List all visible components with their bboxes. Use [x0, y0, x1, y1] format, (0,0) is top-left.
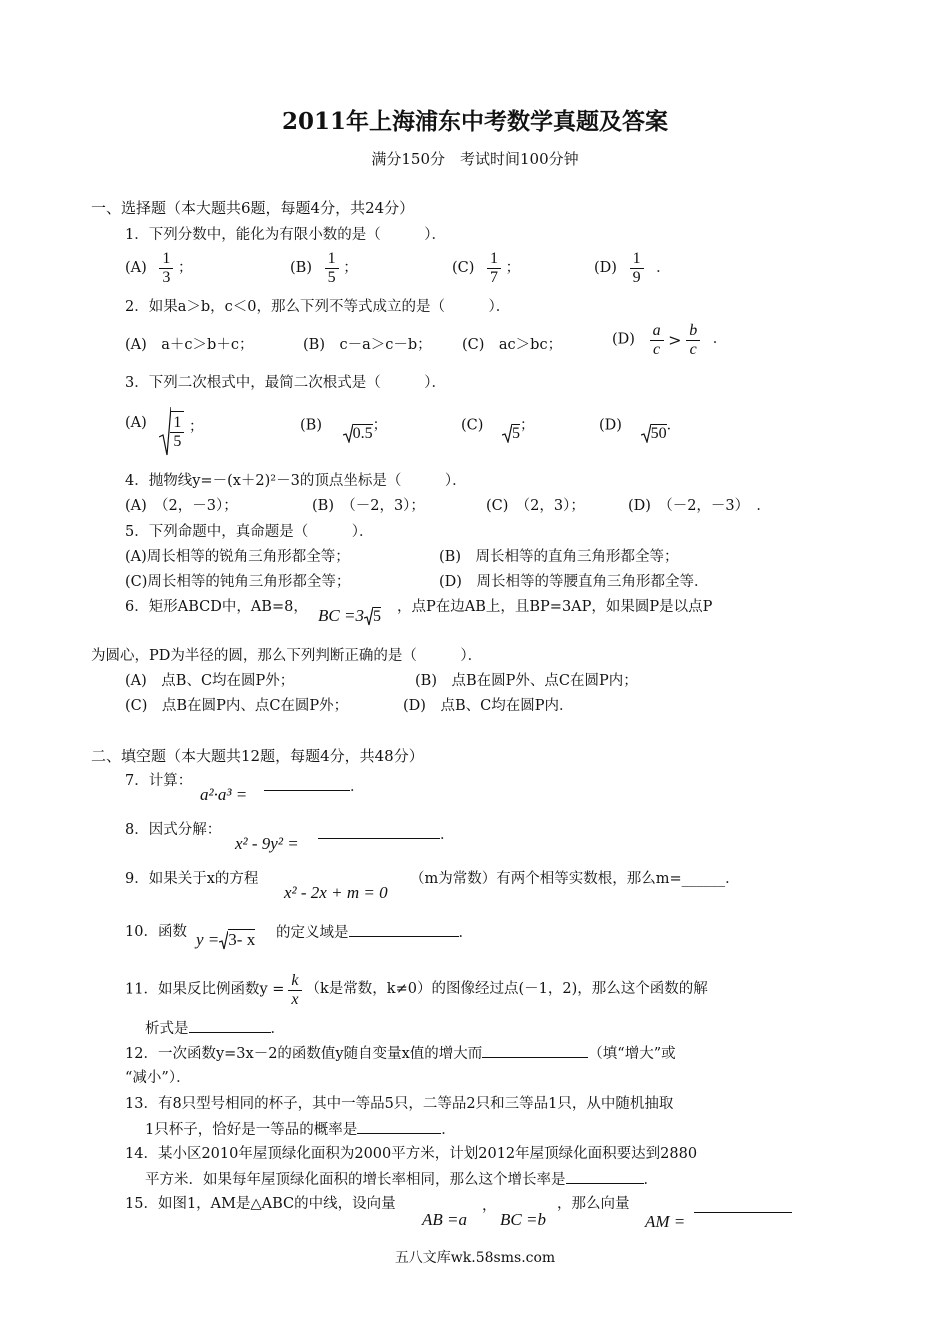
- question-5-option-d: (D) 周长相等的等腰直角三角形都全等．: [439, 574, 709, 590]
- question-8-expr: x² - 9y² =: [235, 834, 299, 853]
- question-7-label: 7．计算：: [125, 773, 193, 789]
- question-6-option-d: (D) 点B、C均在圆P内．: [403, 698, 574, 714]
- question-10-label: 10．函数: [125, 924, 187, 940]
- question-1-option-a: (A) $\frac{1}{3}$ ；: [125, 250, 193, 286]
- question-14-line1: 14．某小区2010年屋顶绿化面积为2000平方米，计划2012年屋顶绿化面积要达到2880: [125, 1146, 698, 1162]
- question-1-option-c: (C) $\frac{1}{7}$ ；: [452, 250, 521, 286]
- question-12-line2: “减小”）．: [125, 1070, 191, 1086]
- question-9-label: 9．如果关于x的方程: [125, 871, 259, 887]
- question-2-stem: 2．如果a＞b，c＜0，那么下列不等式成立的是（ ）．: [125, 299, 511, 315]
- question-14-line2: 平方米．如果每年屋顶绿化面积的增长率相同，那么这个增长率是 ．: [145, 1172, 658, 1188]
- question-15-mid: ，那么向量: [557, 1196, 630, 1212]
- question-3-option-d: (D) 50．: [599, 417, 682, 442]
- question-5-option-b: (B) 周长相等的直角三角形都全等；: [439, 549, 679, 565]
- question-6-bc-expr: BC =3 5: [318, 606, 381, 625]
- question-15-blank: [694, 1200, 792, 1218]
- radical-sign: [343, 423, 353, 443]
- question-15-label: 15．如图1，AM是△ABC的中线，设向量: [125, 1196, 396, 1212]
- question-5-option-c: (C)周长相等的钝角三角形都全等；: [125, 574, 351, 590]
- question-4-option-d: (D) （－2，－3） ．: [628, 498, 771, 514]
- question-5-stem: 5．下列命题中，真命题是（ ）．: [125, 524, 374, 540]
- question-5-option-a: (A)周长相等的锐角三角形都全等；: [125, 549, 350, 565]
- section-heading-choice: 一、选择题（本大题共6题，每题4分，共24分）: [91, 199, 415, 217]
- question-12-line1: 12．一次函数y=3x－2的函数值y随自变量x值的增大而 （填“增大”或: [125, 1046, 676, 1062]
- radical-sign: [219, 930, 228, 950]
- question-11-line2: 析式是 ．: [145, 1021, 285, 1037]
- question-6-option-b: (B) 点B在圆P外、点C在圆P内；: [415, 673, 638, 689]
- question-1-stem: 1．下列分数中，能化为有限小数的是（ ）．: [125, 227, 446, 243]
- question-15-vector-am: AM =: [645, 1212, 686, 1231]
- question-13-line1: 13．有8只型号相同的杯子，其中一等品5只，二等品2只和三等品1只，从中随机抽取: [125, 1096, 674, 1112]
- radical-sign: [364, 606, 373, 626]
- question-9-tail: （m为常数）有两个相等实数根，那么m=______．: [410, 871, 740, 887]
- page-title: 2011年上海浦东中考数学真题及答案: [281, 108, 668, 135]
- question-15-sep: ，: [482, 1198, 497, 1214]
- question-13-line2: 1只杯子，恰好是一等品的概率是 ．: [145, 1122, 456, 1138]
- question-7-blank: ．: [264, 778, 365, 796]
- page-footer: 五八文库wk.58sms.com: [394, 1250, 556, 1266]
- question-3-option-a: (A) $\frac{1}{5}$ ；: [125, 405, 204, 457]
- question-10-expr: y = 3- x: [196, 930, 256, 949]
- question-3-option-c: (C) 5；: [461, 417, 535, 442]
- question-6-stem-c: 为圆心，PD为半径的圆，那么下列判断正确的是（ ）．: [91, 648, 483, 664]
- question-2-option-d: (D) $\frac{a}{c}$ > $\frac{b}{c}$ ．: [612, 322, 728, 358]
- question-15-vector-bc: BC =b: [500, 1210, 546, 1229]
- radical-sign: [502, 423, 512, 443]
- radical-sign: [641, 423, 651, 443]
- question-9-expr: x² - 2x + m = 0: [284, 883, 388, 902]
- question-3-option-b: (B) 0.5；: [300, 417, 388, 442]
- question-8-label: 8．因式分解：: [125, 822, 222, 838]
- question-15-vector-ab: AB =a: [422, 1210, 467, 1229]
- question-6-option-c: (C) 点B在圆P内、点C在圆P外；: [125, 698, 349, 714]
- section-heading-fill: 二、填空题（本大题共12题，每题4分，共48分）: [91, 747, 424, 765]
- question-2-option-a: (A) a＋c＞b＋c；: [125, 337, 254, 353]
- question-1-option-d: (D) $\frac{1}{9}$ ．: [594, 250, 671, 286]
- page-subtitle: 满分150分 考试时间100分钟: [371, 150, 579, 168]
- question-4-option-b: (B) （－2，3）；: [312, 498, 425, 514]
- question-2-option-c: (C) ac＞bc；: [462, 337, 563, 353]
- question-4-option-a: (A) （2，－3）；: [125, 498, 238, 514]
- question-6-option-a: (A) 点B、C均在圆P外；: [125, 673, 295, 689]
- question-11-stem: 11．如果反比例函数y = $\frac{k}{x}$ （k是常数，k≠0）的图像经过点(－1，2)，那么这个函数的解: [125, 972, 708, 1008]
- question-7-expr: a²·a³ =: [200, 785, 248, 804]
- question-1-option-b: (B) $\frac{1}{5}$ ；: [290, 250, 358, 286]
- question-2-option-b: (B) c－a＞c－b；: [303, 337, 432, 353]
- question-6-stem-a: 6．矩形ABCD中，AB=8，: [125, 599, 308, 615]
- question-8-blank: ．: [318, 826, 455, 844]
- question-10-tail: 的定义域是 ．: [276, 925, 473, 941]
- question-3-stem: 3．下列二次根式中，最简二次根式是（ ）．: [125, 375, 446, 391]
- question-4-option-c: (C) （2，3）；: [486, 498, 585, 514]
- question-6-stem-b: ，点P在边AB上，且BP=3AP，如果圆P是以点P: [397, 599, 713, 615]
- question-4-stem: 4．抛物线y=－(x＋2)²－3的顶点坐标是（ ）．: [125, 473, 467, 489]
